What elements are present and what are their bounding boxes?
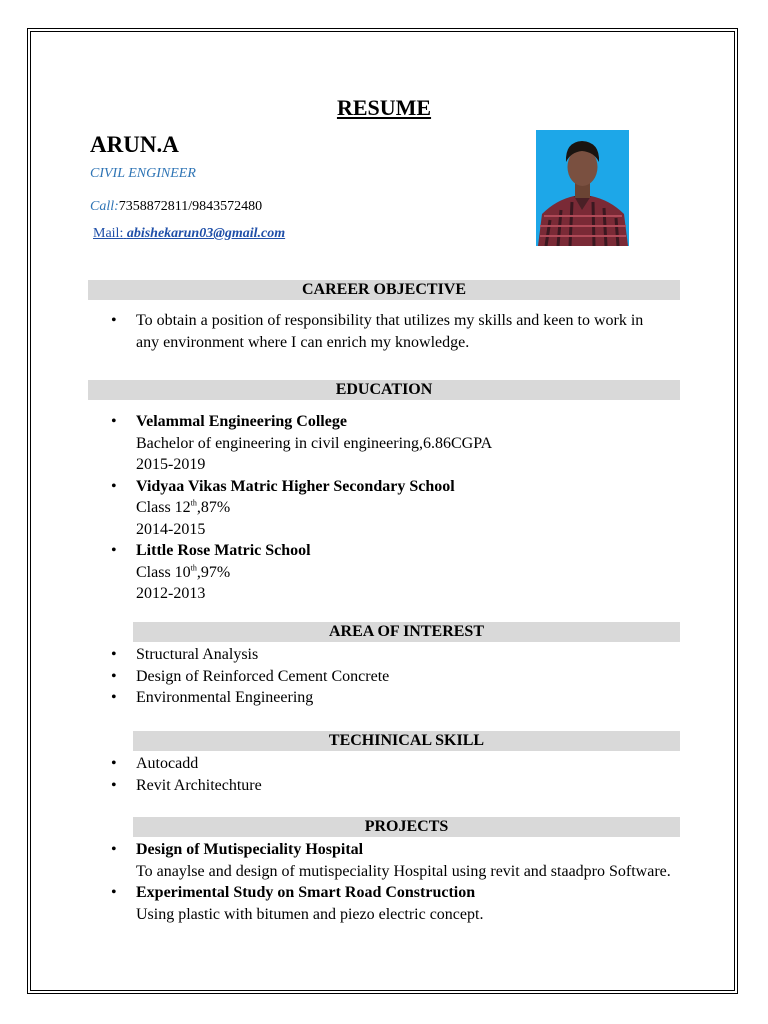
skills-list <box>90 753 650 796</box>
education-years: 2015-2019 <box>136 456 206 473</box>
email-label: Mail: <box>93 226 124 241</box>
list-item: • Structural Analysis <box>90 644 650 666</box>
project-title: • Experimental Study on Smart Road Construction <box>136 884 476 901</box>
project-desc: Using plastic with bitumen and piezo electric concept. <box>136 905 484 923</box>
career-objective-text: • To obtain a position of responsibility that utilizes my skills and keen to work in any environment where I can enrich my knowledge. <box>90 310 650 353</box>
career-list <box>90 310 650 353</box>
school-name: • Vidyaa Vikas Matric Higher Secondary School <box>136 477 455 495</box>
class-text: Class 12 <box>136 499 191 516</box>
interest-heading: AREA OF INTEREST <box>133 622 680 642</box>
applicant-name: ARUN.A <box>90 132 179 157</box>
project-item <box>90 839 690 882</box>
skills-heading: TECHINICAL SKILL <box>133 731 680 751</box>
list-item: • Revit Architechture <box>90 775 650 797</box>
phone-label: Call: <box>90 199 119 214</box>
education-list <box>90 411 690 605</box>
applicant-role: CIVIL ENGINEER <box>90 166 196 181</box>
project-title: • Design of Mutispeciality Hospital <box>136 841 364 858</box>
phone-value: 7358872811/9843572480 <box>118 199 263 214</box>
list-item: • Autocadd <box>90 753 650 775</box>
profile-photo <box>536 130 629 246</box>
document-title: RESUME <box>336 95 432 120</box>
phone-line <box>90 199 262 215</box>
school-name: • Velammal Engineering College <box>136 413 347 430</box>
education-heading: EDUCATION <box>88 380 680 400</box>
projects-heading: PROJECTS <box>133 817 680 837</box>
school-name: • Little Rose Matric School <box>136 542 311 559</box>
class-line <box>136 562 690 584</box>
interest-list <box>90 644 650 709</box>
list-item: • Design of Reinforced Cement Concrete <box>90 666 650 688</box>
class-sup: th <box>190 498 197 508</box>
career-heading: CAREER OBJECTIVE <box>88 280 680 300</box>
class-line <box>136 497 690 519</box>
project-item <box>90 882 690 925</box>
class-score: ,87% <box>196 499 231 516</box>
project-desc: To anaylse and design of mutispeciality Hospital using revit and staadpro Software. <box>136 862 671 880</box>
education-item <box>90 411 690 476</box>
email-line[interactable] <box>93 226 285 242</box>
education-item <box>90 540 690 605</box>
class-sup: th <box>190 563 197 573</box>
class-text: Class 10 <box>136 563 191 581</box>
email-link[interactable]: abishekarun03@gmail.com <box>126 226 286 241</box>
education-years: 2014-2015 <box>136 520 206 538</box>
projects-list <box>90 839 690 925</box>
education-item <box>90 476 690 541</box>
degree-line: Bachelor of engineering in civil engineering,6.86CGPA <box>136 434 493 452</box>
list-item: • Environmental Engineering <box>90 687 650 709</box>
education-years: 2012-2013 <box>136 585 206 602</box>
class-score: ,97% <box>196 563 231 581</box>
